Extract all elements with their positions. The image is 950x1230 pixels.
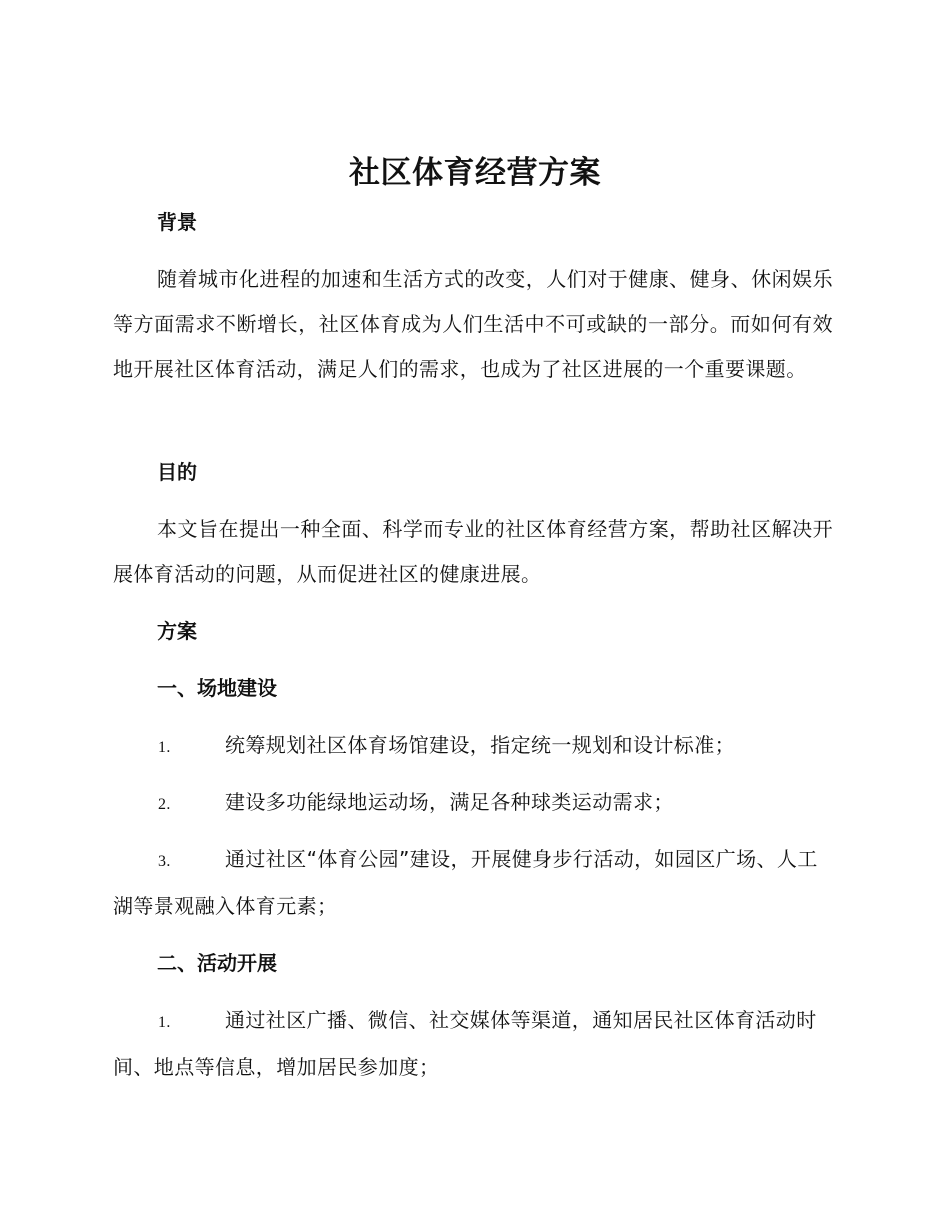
paragraph-background: 随着城市化进程的加速和生活方式的改变，人们对于健康、健身、休闲娱乐等方面需求不断增长，社区体育成为人们生活中不可或缺的一部分。而如何有效地开展社区体育活动，满足人们的需求，也成为了社区进展的一个重要课题。 <box>113 267 833 381</box>
list-item <box>113 837 833 929</box>
list-item-text: 建设多功能绿地运动场，满足各种球类运动需求； <box>225 790 674 814</box>
heading-venue: 一、场地建设 <box>157 676 277 700</box>
list-item <box>113 723 833 770</box>
list-number: 2. <box>158 796 171 813</box>
heading-plan: 方案 <box>157 619 197 643</box>
list-item <box>113 998 833 1090</box>
list-number: 1. <box>158 1014 171 1031</box>
list-item-text: 统筹规划社区体育场馆建设，指定统一规划和设计标准； <box>225 733 735 757</box>
list-number: 3. <box>158 853 171 870</box>
list-item <box>113 780 833 827</box>
list-item-text: 通过社区广播、微信、社交媒体等渠道，通知居民社区体育活动时间、地点等信息，增加居民参加度； <box>113 1008 817 1079</box>
list-item-text: 通过社区“体育公园”建设，开展健身步行活动，如园区广场、人工湖等景观融入体育元素； <box>113 847 818 918</box>
paragraph-purpose: 本文旨在提出一种全面、科学而专业的社区体育经营方案，帮助社区解决开展体育活动的问题，从而促进社区的健康进展。 <box>113 517 833 586</box>
heading-purpose: 目的 <box>157 460 197 484</box>
document-title: 社区体育经营方案 <box>349 155 601 191</box>
heading-background: 背景 <box>157 210 197 234</box>
list-number: 1. <box>158 739 171 756</box>
heading-activities: 二、活动开展 <box>157 951 277 975</box>
